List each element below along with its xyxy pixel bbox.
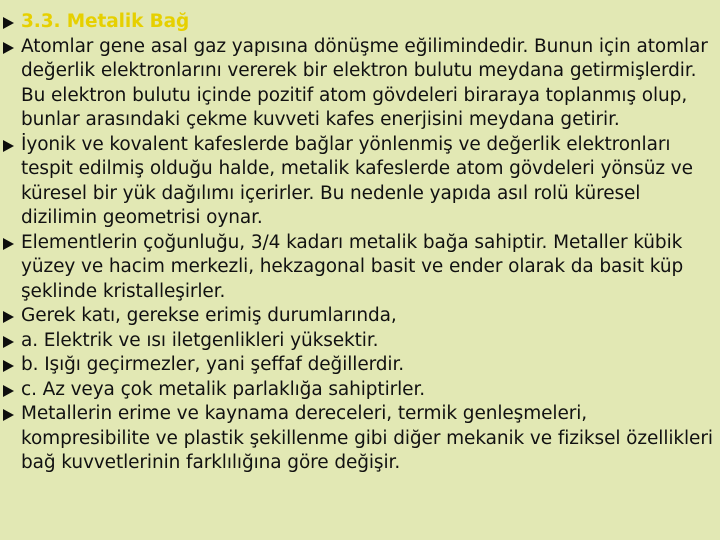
list-item bbox=[0, 402, 715, 476]
bullet-text: a. Elektrik ve ısı iletgenlikleri yüksektir. bbox=[21, 329, 379, 351]
bullet-text: İyonik ve kovalent kafeslerde bağlar yönlenmiş ve değerlik elektronları tespit edilmiş olduğu halde, metalik kafeslerde atom gövdeleri yönsüz ve küresel bir yük dağılımı içerirler. Bu nedenle yapıda asıl rolü küresel dizilimin geometrisi oynar. bbox=[21, 133, 693, 228]
triangle-bullet-icon bbox=[0, 329, 21, 353]
bullet-text: b. Işığı geçirmezler, yani şeffaf değillerdir. bbox=[21, 354, 405, 375]
slide-title: 3.3. Metalik Bağ bbox=[21, 11, 190, 32]
bullet-text: Elementlerin çoğunluğu, 3/4 kadarı metalik bağa sahiptir. Metaller kübik yüzey ve hacim merkezli, hekzagonal basit ve ender olarak da basit küp şeklinde kristalleşirler. bbox=[21, 231, 684, 302]
list-item bbox=[0, 35, 715, 133]
list-item bbox=[0, 353, 715, 378]
triangle-bullet-icon bbox=[0, 231, 21, 255]
triangle-bullet-icon bbox=[0, 353, 21, 377]
bullet-list bbox=[0, 10, 715, 476]
triangle-bullet-icon bbox=[0, 10, 21, 34]
triangle-bullet-icon bbox=[0, 402, 21, 426]
triangle-bullet-icon bbox=[0, 133, 21, 157]
triangle-bullet-icon bbox=[0, 35, 21, 59]
triangle-bullet-icon bbox=[0, 378, 21, 402]
bullet-text: c. Az veya çok metalik parlaklığa sahiptirler. bbox=[21, 378, 426, 400]
bullet-text: Gerek katı, gerekse erimiş durumlarında, bbox=[21, 305, 397, 326]
triangle-bullet-icon bbox=[0, 304, 21, 328]
list-item bbox=[0, 378, 715, 403]
list-item bbox=[0, 133, 715, 231]
bullet-text: Atomlar gene asal gaz yapısına dönüşme eğilimindedir. Bunun için atomlar değerlik elektronlarını vererek bir elektron bulutu meydana getirmişlerdir. Bu elektron bulutu içinde pozitif atom gövdeleri biraraya toplanmış olup, bunlar arasındaki çekme kuvveti kafes enerjisini meydana getirir. bbox=[21, 35, 708, 130]
list-item bbox=[0, 304, 715, 329]
bullet-text: Metallerin erime ve kaynama dereceleri, termik genleşmeleri, kompresibilite ve plastik şekillenme gibi diğer mekanik ve fiziksel özellikleri bağ kuvvetlerinin farklılığına göre değişir. bbox=[21, 403, 713, 473]
list-item-title bbox=[0, 10, 715, 35]
list-item bbox=[0, 329, 715, 354]
list-item bbox=[0, 231, 715, 305]
